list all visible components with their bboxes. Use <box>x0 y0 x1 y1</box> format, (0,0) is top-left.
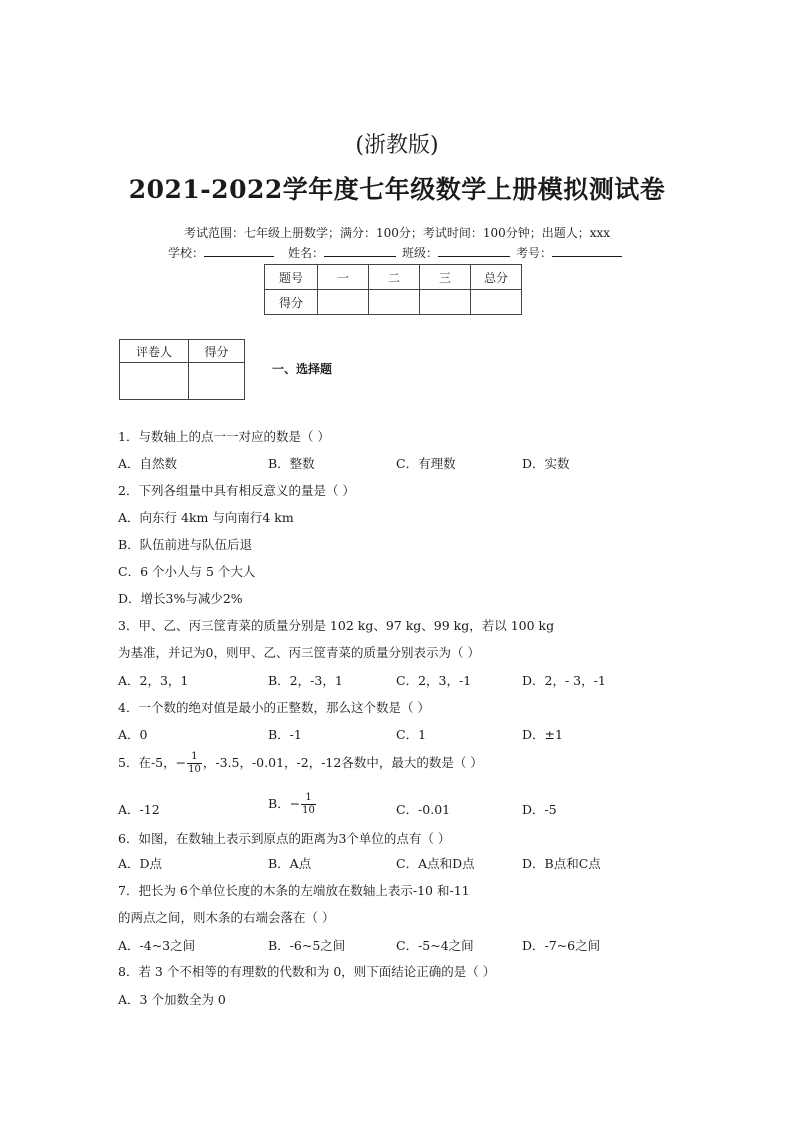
q4-option-b[interactable]: B．-1 <box>268 727 302 742</box>
score-table-row <box>265 290 522 315</box>
score-cell[interactable] <box>369 290 420 315</box>
q4-option-d[interactable]: D．±1 <box>522 727 563 742</box>
grader-score-label: 得分 <box>189 340 245 363</box>
q2-option-d[interactable]: D．增长3%与减少2% <box>118 591 243 606</box>
score-table <box>264 264 522 315</box>
score-header-cell: 一 <box>318 265 369 290</box>
q5-option-b[interactable] <box>268 792 317 817</box>
q3-option-b[interactable]: B．2，-3，1 <box>268 673 343 688</box>
q1-option-c[interactable]: C．有理数 <box>396 456 456 471</box>
q5-option-a[interactable]: A．-12 <box>118 802 160 817</box>
question-3-stem-line2: 为基准，并记为0，则甲、乙、丙三筐青菜的质量分别表示为（ ） <box>118 645 480 660</box>
question-5-stem <box>118 751 483 776</box>
question-1-stem: 1．与数轴上的点一一对应的数是（ ） <box>118 429 330 444</box>
name-blank[interactable] <box>324 244 396 257</box>
q7-option-c[interactable]: C．-5~4之间 <box>396 938 474 953</box>
question-7-stem-line1: 7．把长为 6个单位长度的木条的左端放在数轴上表示-10 和-11 <box>118 883 470 898</box>
q6-option-d[interactable]: D．B点和C点 <box>522 856 601 871</box>
grader-header-row <box>120 340 245 363</box>
q7-option-b[interactable]: B．-6~5之间 <box>268 938 346 953</box>
q3-option-c[interactable]: C．2，3，-1 <box>396 673 472 688</box>
paper-subtitle: (浙教版) <box>355 133 439 158</box>
score-cell[interactable] <box>318 290 369 315</box>
q5-fraction-numerator: 1 <box>187 751 202 764</box>
q1-option-b[interactable]: B．整数 <box>268 456 315 471</box>
name-label: 姓名： <box>288 246 325 260</box>
q5-fraction-denominator: 10 <box>188 764 201 775</box>
exam-no-blank[interactable] <box>552 244 622 257</box>
score-cell[interactable] <box>471 290 522 315</box>
grader-body-row <box>120 363 245 400</box>
student-fields <box>168 244 622 261</box>
question-2-stem: 2．下列各组量中具有相反意义的量是（ ） <box>118 483 355 498</box>
q5-option-b-sign: − <box>289 796 301 811</box>
q2-option-c[interactable]: C．6 个小人与 5 个大人 <box>118 564 256 579</box>
q5-option-c[interactable]: C．-0.01 <box>396 802 451 817</box>
paper-title: 2021-2022学年度七年级数学上册模拟测试卷 <box>128 175 666 204</box>
q6-option-c[interactable]: C．A点和D点 <box>396 856 475 871</box>
q7-option-d[interactable]: D．-7~6之间 <box>522 938 601 953</box>
q3-option-a[interactable]: A．2，3，1 <box>118 673 189 688</box>
score-header-cell: 题号 <box>265 265 318 290</box>
question-7-stem-line2: 的两点之间，则木条的右端会落在（ ） <box>118 910 335 925</box>
q8-option-a[interactable]: A．3 个加数全为 0 <box>118 992 226 1007</box>
exam-info: 考试范围：七年级上册数学；满分：100分；考试时间：100分钟；出题人；xxx <box>183 226 611 240</box>
score-header-cell: 三 <box>420 265 471 290</box>
q1-option-d[interactable]: D．实数 <box>522 456 570 471</box>
q3-option-d[interactable]: D．2，- 3，-1 <box>522 673 606 688</box>
q6-option-a[interactable]: A．D点 <box>118 856 163 871</box>
q4-option-c[interactable]: C．1 <box>396 727 427 742</box>
score-header-cell: 总分 <box>471 265 522 290</box>
q5-option-d[interactable]: D．-5 <box>522 802 557 817</box>
grader-score-cell[interactable] <box>189 363 245 400</box>
q5-stem-prefix: 5．在-5， <box>118 755 176 770</box>
q7-option-a[interactable]: A．-4~3之间 <box>118 938 196 953</box>
question-8-stem: 8．若 3 个不相等的有理数的代数和为 0，则下面结论正确的是（ ） <box>118 964 496 979</box>
score-table-header-row <box>265 265 522 290</box>
q2-option-a[interactable]: A．向东行 4km 与向南行4 km <box>118 510 294 525</box>
q5-fraction <box>187 751 202 776</box>
exam-no-label: 考号： <box>516 246 553 260</box>
question-3-stem-line1: 3．甲、乙、丙三筐青菜的质量分别是 102 kg、97 kg、99 kg，若以 100 kg <box>118 618 555 633</box>
score-header-cell: 二 <box>369 265 420 290</box>
q2-option-b[interactable]: B．队伍前进与队伍后退 <box>118 537 253 552</box>
class-label: 班级： <box>402 246 439 260</box>
q5-option-b-numerator: 1 <box>301 792 316 805</box>
grader-label: 评卷人 <box>120 340 189 363</box>
grader-table <box>119 339 245 400</box>
grader-cell[interactable] <box>120 363 189 400</box>
q4-option-a[interactable]: A．0 <box>118 727 148 742</box>
q6-option-b[interactable]: B．A点 <box>268 856 312 871</box>
score-cell[interactable] <box>420 290 471 315</box>
school-label: 学校： <box>168 246 205 260</box>
section-title: 一、选择题 <box>272 362 333 376</box>
score-row-label: 得分 <box>265 290 318 315</box>
q5-option-b-denominator: 10 <box>302 805 315 816</box>
school-blank[interactable] <box>204 244 274 257</box>
q5-stem-suffix: ，-3.5，-0.01，-2，-12各数中，最大的数是（ ） <box>202 755 483 770</box>
question-4-stem: 4．一个数的绝对值是最小的正整数，那么这个数是（ ） <box>118 700 430 715</box>
q1-option-a[interactable]: A．自然数 <box>118 456 178 471</box>
q5-option-b-prefix: B． <box>268 796 290 811</box>
q5-minus-sign: − <box>175 755 187 770</box>
q5-option-b-fraction <box>301 792 316 817</box>
question-6-stem: 6．如图，在数轴上表示到原点的距离为3个单位的点有（ ） <box>118 831 451 846</box>
class-blank[interactable] <box>438 244 510 257</box>
